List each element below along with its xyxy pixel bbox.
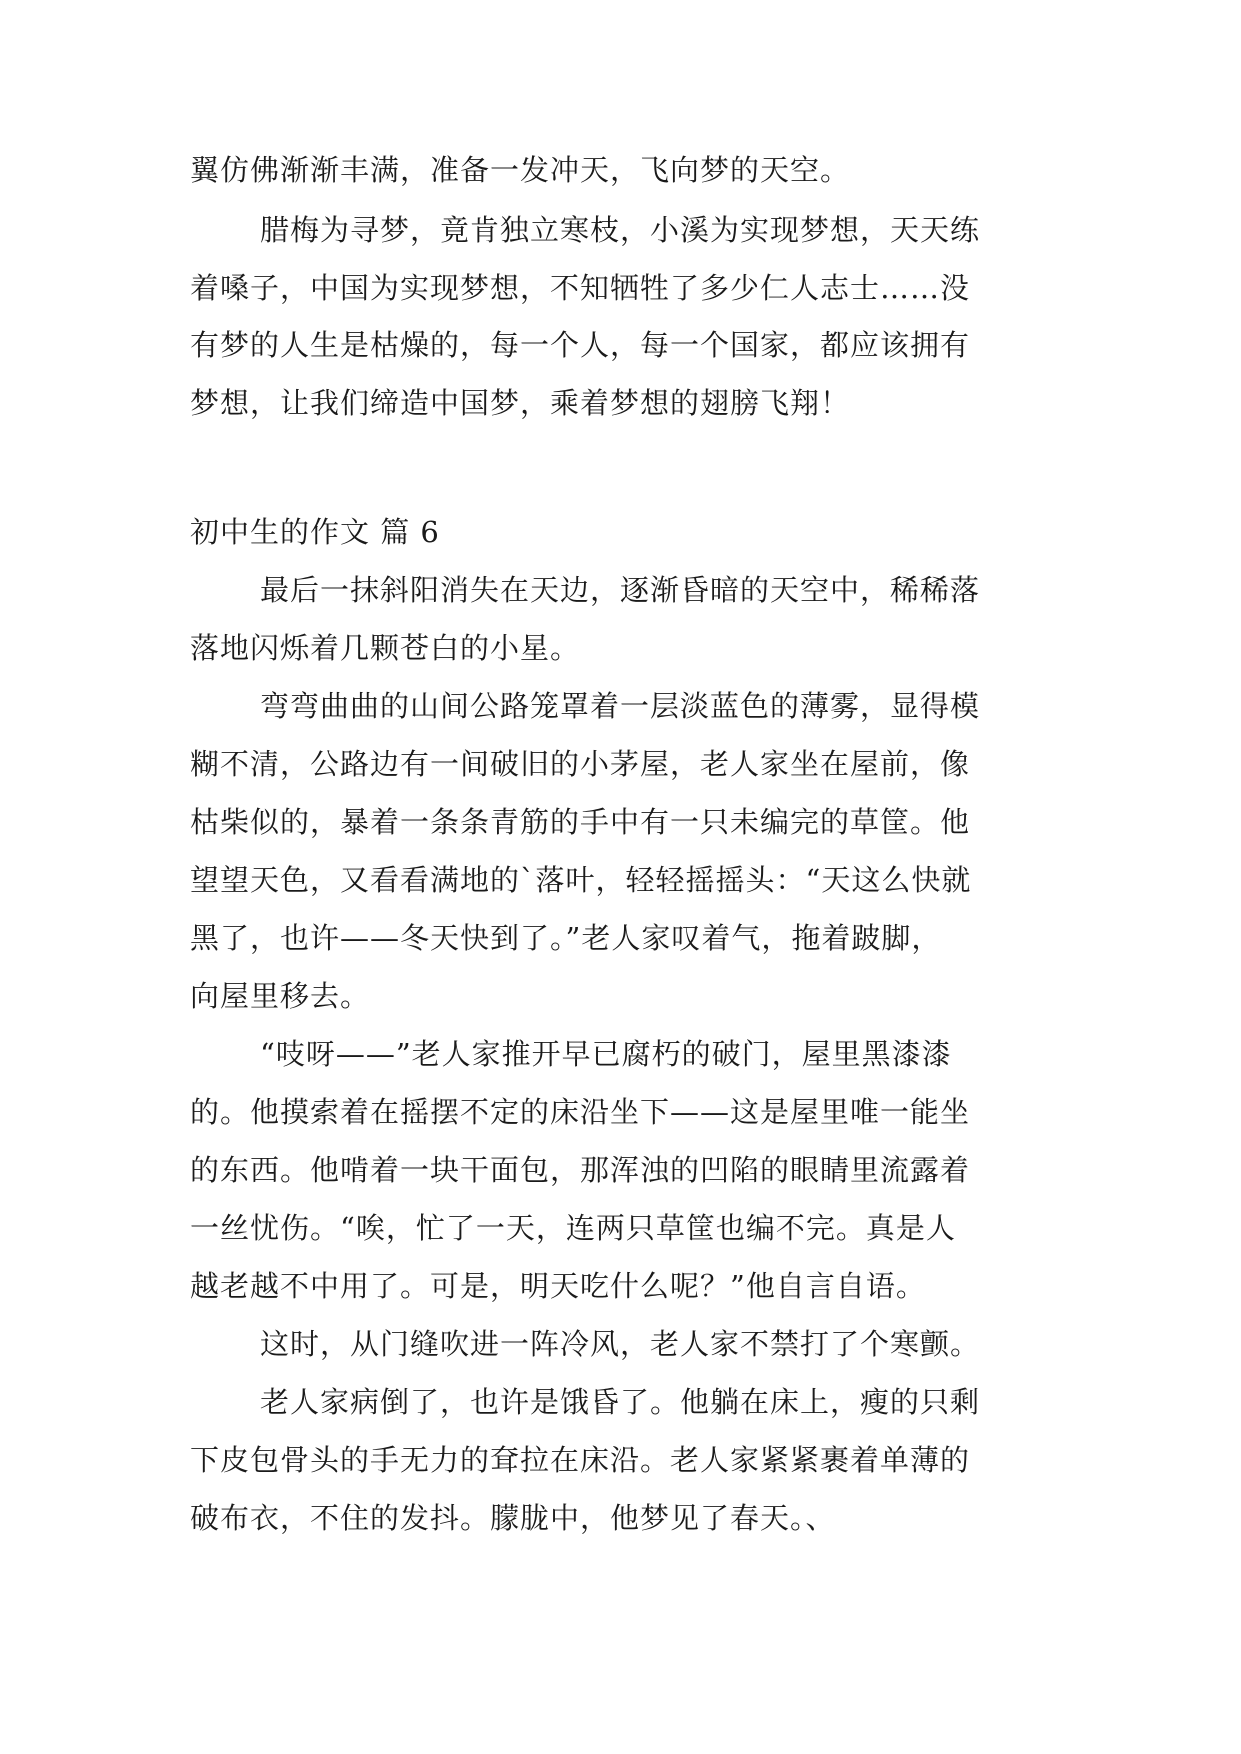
paragraph-line: 的。他摸索着在摇摆不定的床沿坐下——这是屋里唯一能坐 bbox=[190, 1095, 971, 1129]
paragraph-line: “吱呀——”老人家推开早已腐朽的破门，屋里黑漆漆 bbox=[260, 1037, 952, 1071]
paragraph-line: 落地闪烁着几颗苍白的小星。 bbox=[190, 631, 581, 665]
paragraph-line: 梦想，让我们缔造中国梦，乘着梦想的翅膀飞翔！ bbox=[190, 386, 851, 420]
paragraph-line: 糊不清，公路边有一间破旧的小茅屋，老人家坐在屋前，像 bbox=[190, 747, 971, 781]
paragraph-line: 望望天色，又看看满地的`落叶，轻轻摇摇头：“天这么快就 bbox=[190, 863, 972, 897]
paragraph-line: 翼仿佛渐渐丰满，准备一发冲天，飞向梦的天空。 bbox=[190, 153, 851, 187]
paragraph-line: 向屋里移去。 bbox=[190, 979, 371, 1013]
paragraph-line: 黑了，也许——冬天快到了。”老人家叹着气，拖着跛脚， bbox=[190, 921, 942, 955]
paragraph-line: 一丝忧伤。“唉，忙了一天，连两只草筐也编不完。真是人 bbox=[190, 1211, 956, 1245]
paragraph-line: 这时，从门缝吹进一阵冷风，老人家不禁打了个寒颤。 bbox=[260, 1327, 981, 1361]
paragraph-line: 下皮包骨头的手无力的耷拉在床沿。老人家紧紧裹着单薄的 bbox=[190, 1443, 971, 1477]
paragraph-line: 腊梅为寻梦，竟肯独立寒枝，小溪为实现梦想，天天练 bbox=[260, 213, 981, 247]
paragraph-line: 弯弯曲曲的山间公路笼罩着一层淡蓝色的薄雾，显得模 bbox=[260, 689, 981, 723]
paragraph-line: 越老越不中用了。可是，明天吃什么呢？”他自言自语。 bbox=[190, 1269, 926, 1303]
section-heading: 初中生的作文 篇 6 bbox=[190, 515, 440, 549]
paragraph-line: 破布衣，不住的发抖。朦胧中，他梦见了春天。、 bbox=[190, 1501, 836, 1535]
paragraph-line: 着嗓子，中国为实现梦想，不知牺牲了多少仁人志士……没 bbox=[190, 271, 971, 305]
paragraph-line: 枯柴似的，暴着一条条青筋的手中有一只未编完的草筐。他 bbox=[190, 805, 971, 839]
paragraph-line: 的东西。他啃着一块干面包，那浑浊的凹陷的眼睛里流露着 bbox=[190, 1153, 971, 1187]
paragraph-line: 老人家病倒了，也许是饿昏了。他躺在床上，瘦的只剩 bbox=[260, 1385, 981, 1419]
paragraph-line: 最后一抹斜阳消失在天边，逐渐昏暗的天空中，稀稀落 bbox=[260, 573, 981, 607]
paragraph-line: 有梦的人生是枯燥的，每一个人，每一个国家，都应该拥有 bbox=[190, 328, 971, 362]
